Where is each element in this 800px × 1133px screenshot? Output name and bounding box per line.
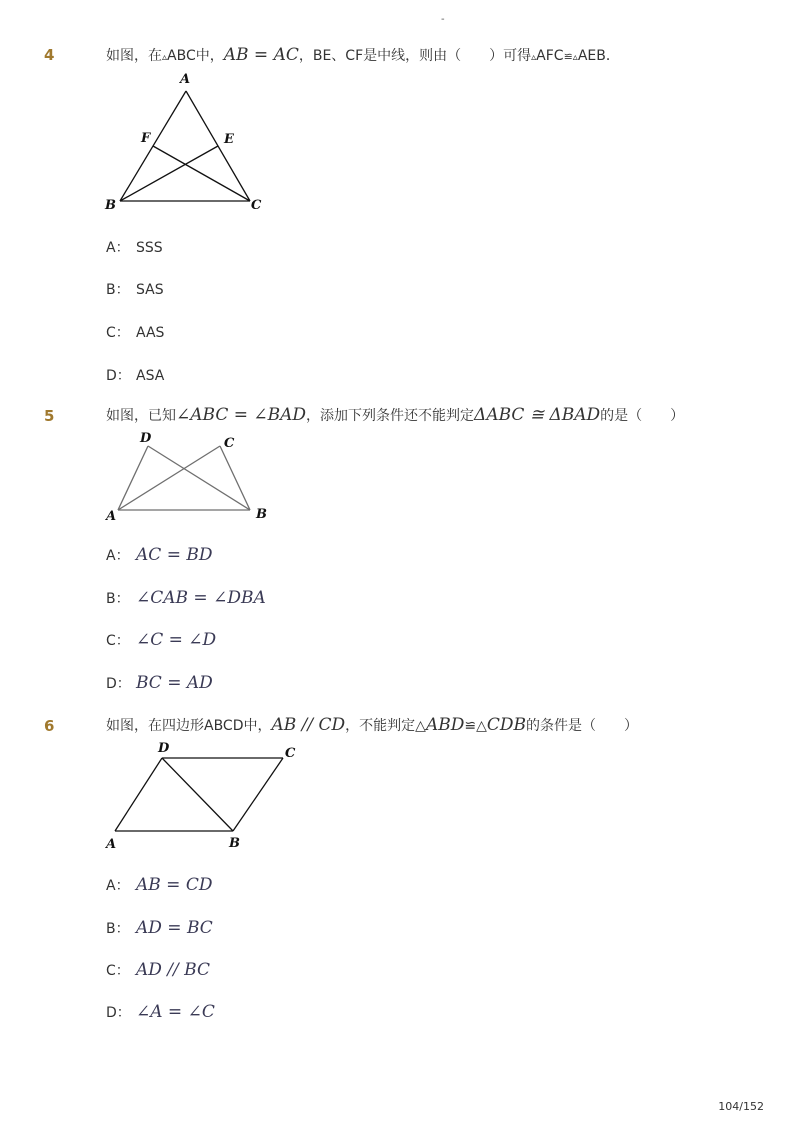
answer-option[interactable] bbox=[106, 237, 163, 257]
option-value: AB = CD bbox=[136, 875, 213, 895]
header-mark: - bbox=[441, 14, 445, 25]
question-stem bbox=[106, 715, 638, 735]
option-letter: C： bbox=[106, 633, 130, 649]
option-letter: C： bbox=[106, 325, 130, 341]
question-number: 5 bbox=[44, 407, 55, 425]
answer-option[interactable] bbox=[106, 588, 266, 608]
option-value: SAS bbox=[136, 282, 164, 298]
option-value: AD // BC bbox=[136, 960, 210, 980]
question-number: 4 bbox=[44, 46, 55, 64]
question-stem bbox=[106, 405, 684, 425]
stem-text: 如图，已知 bbox=[106, 408, 176, 424]
option-letter: C： bbox=[106, 963, 130, 979]
point-label-f: F bbox=[141, 131, 151, 146]
stem-math: AB = AC bbox=[223, 45, 299, 65]
answer-option[interactable] bbox=[106, 630, 216, 650]
stem-text: 如图，在四边形ABCD中， bbox=[106, 718, 272, 734]
segment-ad bbox=[115, 758, 162, 831]
page-number: 104/152 bbox=[718, 1100, 764, 1113]
stem-text: AEB． bbox=[577, 48, 620, 64]
answer-option[interactable] bbox=[106, 365, 164, 385]
answer-option[interactable] bbox=[106, 918, 213, 938]
point-label-c: C bbox=[285, 746, 296, 761]
option-value: ∠C = ∠D bbox=[136, 630, 217, 650]
triangle-symbol: ▵ bbox=[162, 52, 168, 63]
stem-text: ，添加下列条件还不能判定 bbox=[306, 408, 475, 424]
point-label-d: D bbox=[158, 741, 170, 756]
option-value: BC = AD bbox=[136, 673, 213, 693]
segment-cf bbox=[153, 146, 250, 201]
option-letter: A： bbox=[106, 878, 130, 894]
point-label-c: C bbox=[224, 436, 235, 451]
stem-text: 如图，在 bbox=[106, 48, 162, 64]
answer-option[interactable] bbox=[106, 545, 212, 565]
stem-math: CDB bbox=[486, 715, 526, 735]
option-value: ∠A = ∠C bbox=[136, 1002, 215, 1022]
stem-math: ABD bbox=[425, 715, 465, 735]
segment-be bbox=[120, 146, 218, 201]
answer-option[interactable] bbox=[106, 322, 164, 342]
quadrilateral-figure bbox=[100, 738, 305, 856]
point-label-b: B bbox=[256, 507, 267, 522]
stem-text: ABC中， bbox=[167, 48, 224, 64]
option-value: ∠CAB = ∠DBA bbox=[136, 588, 266, 608]
point-label-c: C bbox=[251, 198, 262, 213]
question-stem bbox=[106, 45, 620, 65]
triangle-figure bbox=[100, 68, 270, 216]
option-letter: D： bbox=[106, 1005, 131, 1021]
stem-text: ，不能判定△ bbox=[345, 718, 426, 734]
option-letter: A： bbox=[106, 548, 130, 564]
stem-math: ∠ABC = ∠BAD bbox=[176, 405, 307, 425]
question-number: 6 bbox=[44, 717, 55, 735]
option-value: AAS bbox=[136, 325, 165, 341]
answer-option[interactable] bbox=[106, 673, 213, 693]
stem-math: ΔABC ≅ ΔBAD bbox=[474, 405, 601, 425]
option-value: ASA bbox=[136, 368, 165, 384]
stem-text: 的是（ ） bbox=[600, 408, 685, 424]
triangle-symbol: ▵ bbox=[572, 52, 578, 63]
answer-option[interactable] bbox=[106, 279, 164, 299]
option-letter: B： bbox=[106, 282, 130, 298]
congruent-symbol: ≌ bbox=[563, 50, 573, 63]
segment-cb bbox=[233, 758, 283, 831]
point-label-d: D bbox=[140, 431, 152, 446]
answer-option[interactable] bbox=[106, 875, 212, 895]
two-triangles-figure bbox=[100, 428, 275, 526]
answer-option[interactable] bbox=[106, 1002, 215, 1022]
segment-db bbox=[162, 758, 233, 831]
option-letter: D： bbox=[106, 368, 131, 384]
point-label-a: A bbox=[180, 72, 191, 87]
point-label-b: B bbox=[105, 198, 116, 213]
triangle-symbol: ▵ bbox=[531, 52, 537, 63]
option-letter: B： bbox=[106, 591, 130, 607]
point-label-e: E bbox=[224, 132, 234, 147]
stem-text: ，BE、CF是中线，则由（ ）可得 bbox=[298, 48, 532, 64]
point-label-b: B bbox=[229, 836, 240, 851]
stem-text: 的条件是（ ） bbox=[526, 718, 638, 734]
option-letter: D： bbox=[106, 676, 131, 692]
option-value: SSS bbox=[136, 240, 163, 256]
option-letter: A： bbox=[106, 240, 130, 256]
stem-text: ≌△ bbox=[464, 718, 487, 734]
point-label-a: A bbox=[106, 509, 117, 524]
stem-text: AFC bbox=[536, 48, 564, 64]
option-letter: B： bbox=[106, 921, 130, 937]
stem-math: AB // CD bbox=[271, 715, 346, 735]
option-value: AD = BC bbox=[136, 918, 213, 938]
point-label-a: A bbox=[106, 837, 117, 852]
option-value: AC = BD bbox=[136, 545, 213, 565]
answer-option[interactable] bbox=[106, 960, 210, 980]
